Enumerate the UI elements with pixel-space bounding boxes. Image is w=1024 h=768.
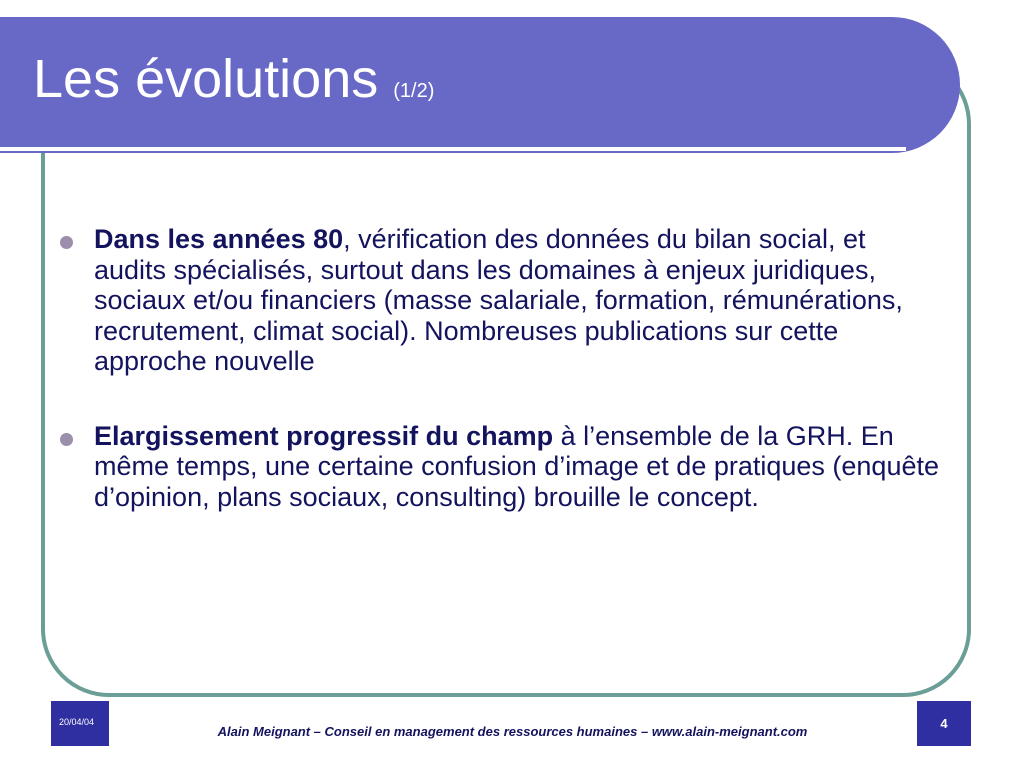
bullet-item (60, 421, 940, 513)
page-number: 4 (940, 716, 948, 731)
slide-title-main: Les évolutions (33, 49, 379, 109)
bullet-list (60, 224, 940, 512)
title-divider (0, 147, 906, 151)
footer-text: Alain Meignant – Conseil en management des ressources humaines – www.alain-meignant.com (217, 724, 808, 739)
bullet-dot-icon (60, 433, 73, 446)
bullet-text: , vérification des données du bilan social, et audits spécialisés, surtout dans les domaines à enjeux juridiques, sociaux et/ou financiers (masse salariale, formation, rémunérations, recrutement, climat social). Nombreuses publications sur cette approche nouvelle (94, 224, 903, 376)
bullet-text: à l’ensemble de la GRH. En même temps, une certaine confusion d’image et de pratiques (enquête d’opinion, plans sociaux, consulting) brouille le concept. (94, 420, 940, 512)
slide-title (33, 44, 434, 126)
slide-title-suffix: (1/2) (393, 80, 435, 102)
footer-date: 20/04/04 (59, 717, 95, 727)
bullet-item (60, 224, 940, 377)
bullet-lead: Elargissement progressif du champ (94, 420, 554, 451)
bullet-lead: Dans les années 80 (94, 224, 344, 254)
bullet-dot-icon (60, 236, 73, 249)
